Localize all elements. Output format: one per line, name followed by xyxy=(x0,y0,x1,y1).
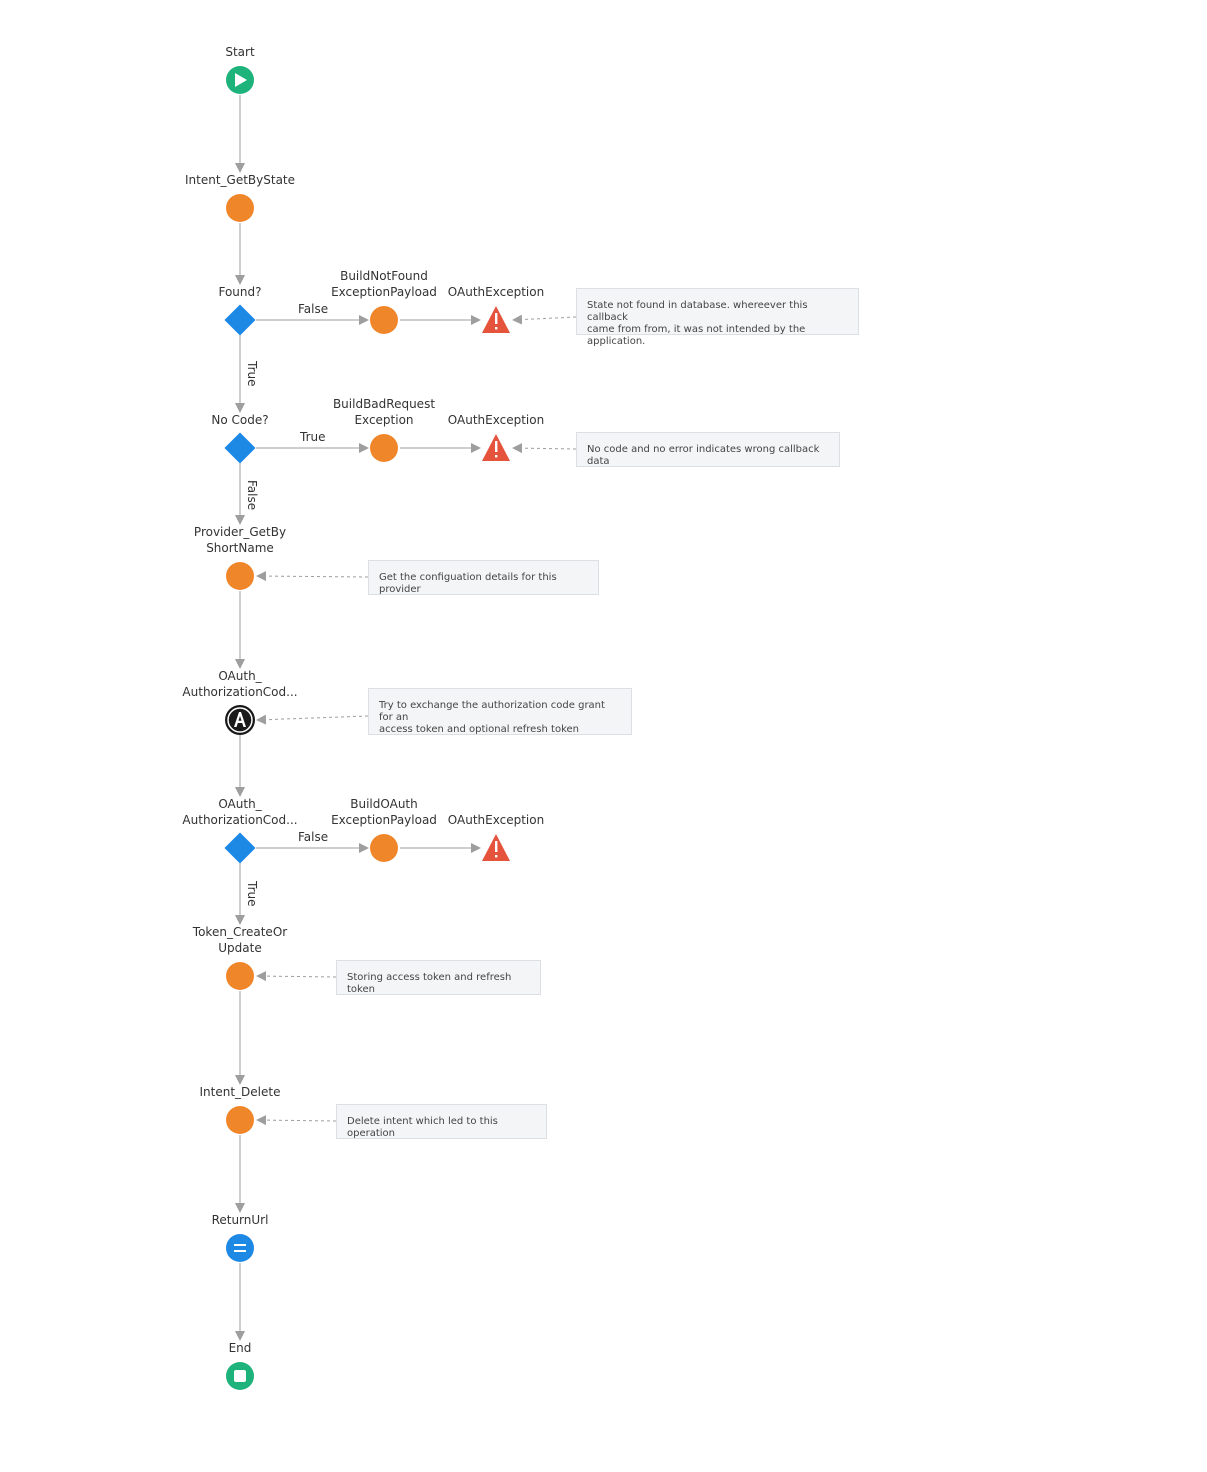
start-label: Start xyxy=(225,45,255,59)
oauth-authorizationcode-node[interactable] xyxy=(225,705,255,735)
nocode-decision[interactable] xyxy=(224,432,255,463)
note-link-token xyxy=(257,976,336,977)
end-node[interactable] xyxy=(226,1362,254,1390)
end-label: End xyxy=(228,1341,252,1355)
note-link-state xyxy=(513,317,576,320)
found-false-label: False xyxy=(298,302,329,316)
note-provider-config[interactable]: Get the configuation details for this provider xyxy=(368,560,599,595)
oauth-exception-1-node[interactable] xyxy=(482,306,510,333)
intent-delete-node[interactable] xyxy=(226,1106,254,1134)
auth-false-label: False xyxy=(298,830,329,844)
buildnotfound-label: BuildNotFound ExceptionPayload xyxy=(331,269,437,299)
note-link-delete xyxy=(257,1120,336,1121)
found-decision[interactable] xyxy=(224,304,255,335)
start-node[interactable] xyxy=(226,66,254,94)
authcode-check-label: OAuth_ AuthorizationCod... xyxy=(182,797,298,827)
returnurl-label: ReturnUrl xyxy=(211,1213,269,1227)
nocode-true-label: True xyxy=(300,430,326,444)
note-state-not-found[interactable]: State not found in database. whereever this callback came from from, it was not intended by the application. xyxy=(576,288,859,335)
oauth-exception-1-label: OAuthException xyxy=(447,285,545,299)
note-storing-tokens[interactable]: Storing access token and refresh token xyxy=(336,960,541,995)
oauth-exception-3-label: OAuthException xyxy=(447,813,545,827)
authcode-check-decision[interactable] xyxy=(224,832,255,863)
provider-getbyshortname-node[interactable] xyxy=(226,562,254,590)
note-exchange-code[interactable]: Try to exchange the authorization code grant for an access token and optional refresh token xyxy=(368,688,632,735)
token-createorupdate-node[interactable] xyxy=(226,962,254,990)
intent-getbystate-node[interactable] xyxy=(226,194,254,222)
note-link-provider xyxy=(257,576,368,577)
buildbadrequest-node[interactable] xyxy=(370,434,398,462)
buildnotfound-node[interactable] xyxy=(370,306,398,334)
auth-true-label: True xyxy=(245,881,259,907)
oauth-exception-3-node[interactable] xyxy=(482,834,510,861)
intent-delete-label: Intent_Delete xyxy=(199,1085,281,1099)
oauth-exception-2-node[interactable] xyxy=(482,434,510,461)
found-label: Found? xyxy=(218,285,262,299)
stop-icon xyxy=(234,1370,246,1382)
nocode-label: No Code? xyxy=(211,413,269,427)
oauth-exception-2-label: OAuthException xyxy=(447,413,545,427)
buildbadrequest-label: BuildBadRequest Exception xyxy=(332,397,436,427)
note-link-exchange xyxy=(257,716,368,720)
note-delete-intent[interactable]: Delete intent which led to this operation xyxy=(336,1104,547,1139)
provider-getbyshortname-label: Provider_GetBy ShortName xyxy=(193,525,287,555)
returnurl-assign-node[interactable] xyxy=(226,1234,254,1262)
note-link-nocode xyxy=(513,448,576,449)
note-no-code-error[interactable]: No code and no error indicates wrong callback data xyxy=(576,432,840,467)
intent-getbystate-label: Intent_GetByState xyxy=(184,173,296,187)
nocode-false-label: False xyxy=(245,480,259,511)
token-createorupdate-label: Token_CreateOr Update xyxy=(192,925,288,955)
oauth-authorizationcode-label: OAuth_ AuthorizationCod... xyxy=(182,669,298,699)
found-true-label: True xyxy=(245,361,259,387)
buildoauth-node[interactable] xyxy=(370,834,398,862)
buildoauth-label: BuildOAuth ExceptionPayload xyxy=(331,797,437,827)
